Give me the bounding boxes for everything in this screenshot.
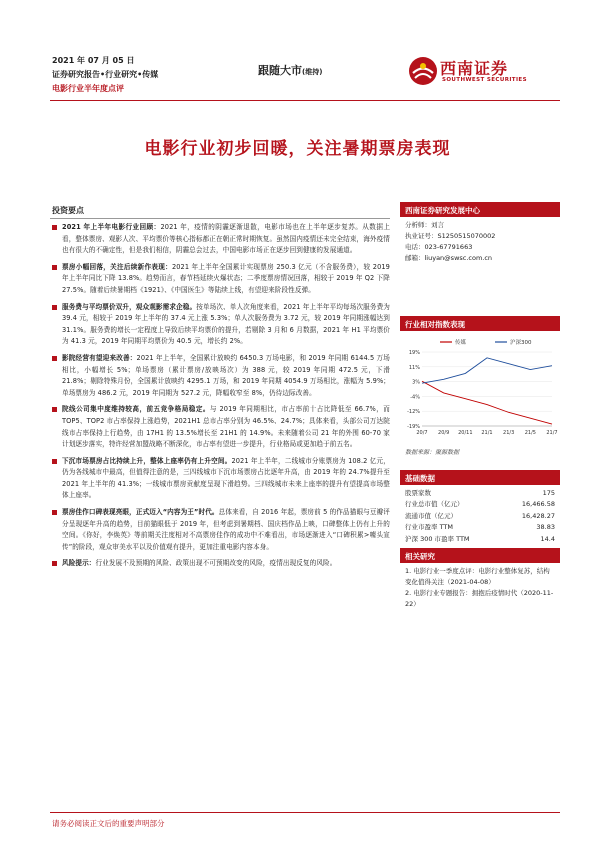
email-address: liuyan@swsc.com.cn [424, 254, 493, 262]
rating-label: 跟随大市 [258, 64, 302, 77]
point-heading: 影院经营有望迎来改善： [62, 353, 137, 362]
analyst-label: 分析师： [405, 221, 431, 229]
y-tick-label: -4% [410, 394, 420, 401]
point-heading: 风险提示： [62, 559, 96, 568]
brand-name: 西南证券 [440, 59, 509, 78]
invest-divider [50, 218, 390, 219]
invest-point [52, 456, 390, 502]
y-tick-label: 19% [408, 350, 420, 356]
footer-divider [50, 812, 560, 813]
invest-point [52, 222, 390, 257]
invest-point [52, 558, 390, 570]
basic-row [400, 522, 560, 533]
x-tick-label: 21/7 [546, 430, 558, 436]
basic-table [400, 485, 560, 545]
sidebar-team [400, 202, 560, 267]
x-tick-label: 21/3 [503, 430, 515, 436]
x-tick-label: 20/11 [458, 430, 473, 436]
series-line [422, 358, 552, 383]
invest-point [52, 302, 390, 348]
point-text: 总体来看，自 2016 年起，票房前 5 的作品猫眼与豆瓣评分呈现逐年升高的趋势，目前猫眼低于 2019 年，但考虑到暑期档、国庆档作品上映，口碑整体上仍有上升的空间。《你好，李焕英》等前期关注度相对不高票房佳作的成功中不难看出，市场逐渐进入“口碑积累>噱头宣传”的阶段，观众审美水平以及价值观有提升，更加注重电影内容本身。 [62, 508, 390, 551]
license-label: 执业证号： [405, 232, 438, 240]
point-text: 2021 年上半年全国累计实现票房 250.3 亿元（不含服务费），较 2019 年上半年同比下降 13.8%。趋势而言，春节档延续火爆状态；二季度票房情况回落，相较于 2019 年 Q2 下降 27.5%。随着后续暑期档《1921》、《中国医生》等陆续上线，有望迎来阶段性反弹。 [62, 262, 390, 294]
point-heading: 下沉市场票房占比持续上升，整体上座率仍有上升空间。 [62, 456, 232, 465]
basic-value: 16,466.58 [521, 500, 555, 509]
point-heading: 院线公司集中度维持较高，前五竞争格局稳定。 [62, 405, 210, 414]
basic-value: 16,428.27 [521, 511, 555, 520]
point-text: 行业发展不及预期的风险、政策出现不可预期改变的风险，疫情出现反复的风险。 [95, 559, 337, 568]
header-meta [52, 54, 158, 96]
footer-disclaimer: 请务必阅读正文后的重要声明部分 [52, 819, 165, 828]
basic-key: 沪深 300 市盈率 TTM [405, 534, 470, 543]
legend-label: 沪深300 [510, 340, 532, 346]
point-text: 2021 年上半年，二线城市分账票房为 108.2 亿元，仍为各线城市中最高，但值得注意的是，三四线城市下沉市场票房占比逐年升高，由 2019 年的 24.7%提升至 2021 年上半年的 41.3%；一线城市票房贡献度呈现下滑趋势。三四线城市未来上座率的提升有望提高市场整体上座率。 [62, 456, 390, 500]
related-item[interactable]: 2. 电影行业专题报告：拥抱后疫情时代（2020-11-22） [405, 589, 554, 608]
invest-point [52, 353, 390, 399]
basic-key: 股票家数 [405, 489, 431, 497]
rating-note: (维持) [302, 68, 323, 76]
legend-label: 传媒 [455, 340, 467, 346]
basic-heading: 基础数据 [400, 470, 560, 485]
x-tick-label: 20/9 [438, 430, 450, 436]
phone-number: 023-67791663 [424, 243, 473, 251]
chart-source: 数据来源：聚源数据 [405, 449, 460, 456]
basic-row [400, 511, 560, 522]
point-heading: 票房佳作口碑表现亮眼，正式迈入“内容为王”时代。 [62, 508, 219, 517]
series-line [422, 381, 552, 424]
header-divider [50, 100, 560, 101]
y-tick-label: 3% [412, 379, 420, 386]
brand-name-en: SOUTHWEST SECURITIES [442, 77, 527, 83]
related-heading: 相关研究 [400, 548, 560, 563]
basic-value: 38.83 [536, 523, 555, 532]
invest-point [52, 404, 390, 450]
sidebar-chart-head [400, 316, 560, 331]
team-heading: 西南证券研究发展中心 [400, 202, 560, 217]
basic-key: 行业总市值（亿元） [405, 500, 464, 509]
sidebar-related [400, 548, 560, 613]
report-date: 2021 年 07 月 05 日 [52, 56, 135, 65]
report-type: 证券研究报告•行业研究•传媒 [52, 70, 159, 79]
point-text: 2021 年上半年，全国累计放映约 6450.3 万场电影，和 2019 年同期 6144.5 万场相比，小幅增长 5%；单场票房（累计票房/放映场次）为 388 元，较 2019 年同期 472.5 元，下滑 21.8%；剔除特殊月份，全国累计放映约 4295.1 万场，和 2019 年同期 4054.9 万场相比，涨幅为 5.9%；单场票房为 486.2 元，2019 年同期为 527.2 元，降幅收窄至 8%，仍待边际改善。 [62, 353, 390, 397]
invest-point [52, 507, 390, 553]
basic-value: 175 [542, 489, 555, 497]
y-tick-label: -12% [407, 409, 420, 416]
chart-heading: 行业相对指数表现 [400, 316, 560, 331]
basic-key: 流通市值（亿元） [405, 511, 457, 520]
brand-emblem-icon [408, 56, 438, 86]
phone-label: 电话： [405, 243, 425, 251]
team-info [400, 217, 560, 267]
point-text: 按单场次、单人次角度来看，2021 年上半年平均每场次服务费为 39.4 元，相较于 2019 年上半年的 37.4 元上涨 5.3%；单人次服务费为 3.72 元，较 2019 年同期涨幅达到 31.1%。服务费的增长一定程度上导致后续平均票价的提升，若剔除 3 月和 6 月数据，2021 年 H1 平均票价为 41.3 元，2019 年同期平均票价为 40.5 元，增长约 2%。 [62, 302, 390, 346]
report-subtype: 电影行业半年度点评 [52, 84, 124, 93]
point-heading: 2021 年上半年电影行业回顾： [62, 223, 161, 231]
invest-point [52, 262, 390, 297]
sidebar-basic [400, 470, 560, 545]
report-title: 电影行业初步回暖，关注暑期票房表现 [144, 139, 451, 159]
basic-value: 14.4 [540, 534, 555, 543]
analyst-name: 刘言 [431, 221, 444, 229]
x-tick-label: 20/7 [416, 430, 428, 436]
basic-row [400, 499, 560, 510]
point-heading: 服务费与平均票价双升，观众观影需求企稳。 [62, 302, 197, 311]
email-label: 邮箱： [405, 254, 425, 262]
license-number: S1250515070002 [437, 232, 496, 240]
point-text: 2021 年，疫情的阴霾逐渐退散，电影市场也在上半年逐步复苏。从数据上看，整体票房、观影人次、平均票价等核心指标都正在朝正常时期恢复。虽然国内疫情还未完全结束，海外疫情也有很大的不确定性，但是我们相信，阴霾总会过去，中国电影市场正在逐步回到健康的发展通道。 [62, 223, 391, 255]
y-tick-label: 11% [408, 364, 420, 371]
related-item[interactable]: 1. 电影行业一季度点评：电影行业整体复苏，结构变化值得关注（2021-04-08） [405, 567, 550, 586]
basic-row [400, 488, 560, 499]
basic-key: 行业市盈率 TTM [405, 523, 454, 532]
related-list [400, 563, 560, 613]
y-tick-label: -19% [407, 424, 420, 430]
x-tick-label: 21/5 [524, 430, 536, 436]
index-chart [400, 334, 560, 444]
invest-points [52, 222, 390, 575]
point-text: 与 2019 年同期相比，市占率前十占比降低至 66.7%，而 TOP5、TOP2 市占率保持上涨趋势，2021H1 总市占率分别为 46.5%、24.7%；具体来看，头部公司万达院线市占率保持上行趋势，由 17H1 的 13.5%增长至 21H1 的 14.9%。未来随着公司 21 年的外围 60-70 家计划逐步落实，特许经营加盟战略不断深化，市占率有望进一步提升，行业格局或更加趋于前五名。 [62, 405, 390, 449]
x-tick-label: 21/1 [481, 430, 493, 436]
invest-heading: 投资要点 [52, 206, 84, 215]
point-heading: 票房小幅回落，关注后续新作表现： [62, 262, 172, 271]
basic-row [400, 534, 560, 545]
index-chart-svg [400, 334, 560, 444]
rating [258, 62, 322, 78]
brand-logo [408, 52, 558, 92]
